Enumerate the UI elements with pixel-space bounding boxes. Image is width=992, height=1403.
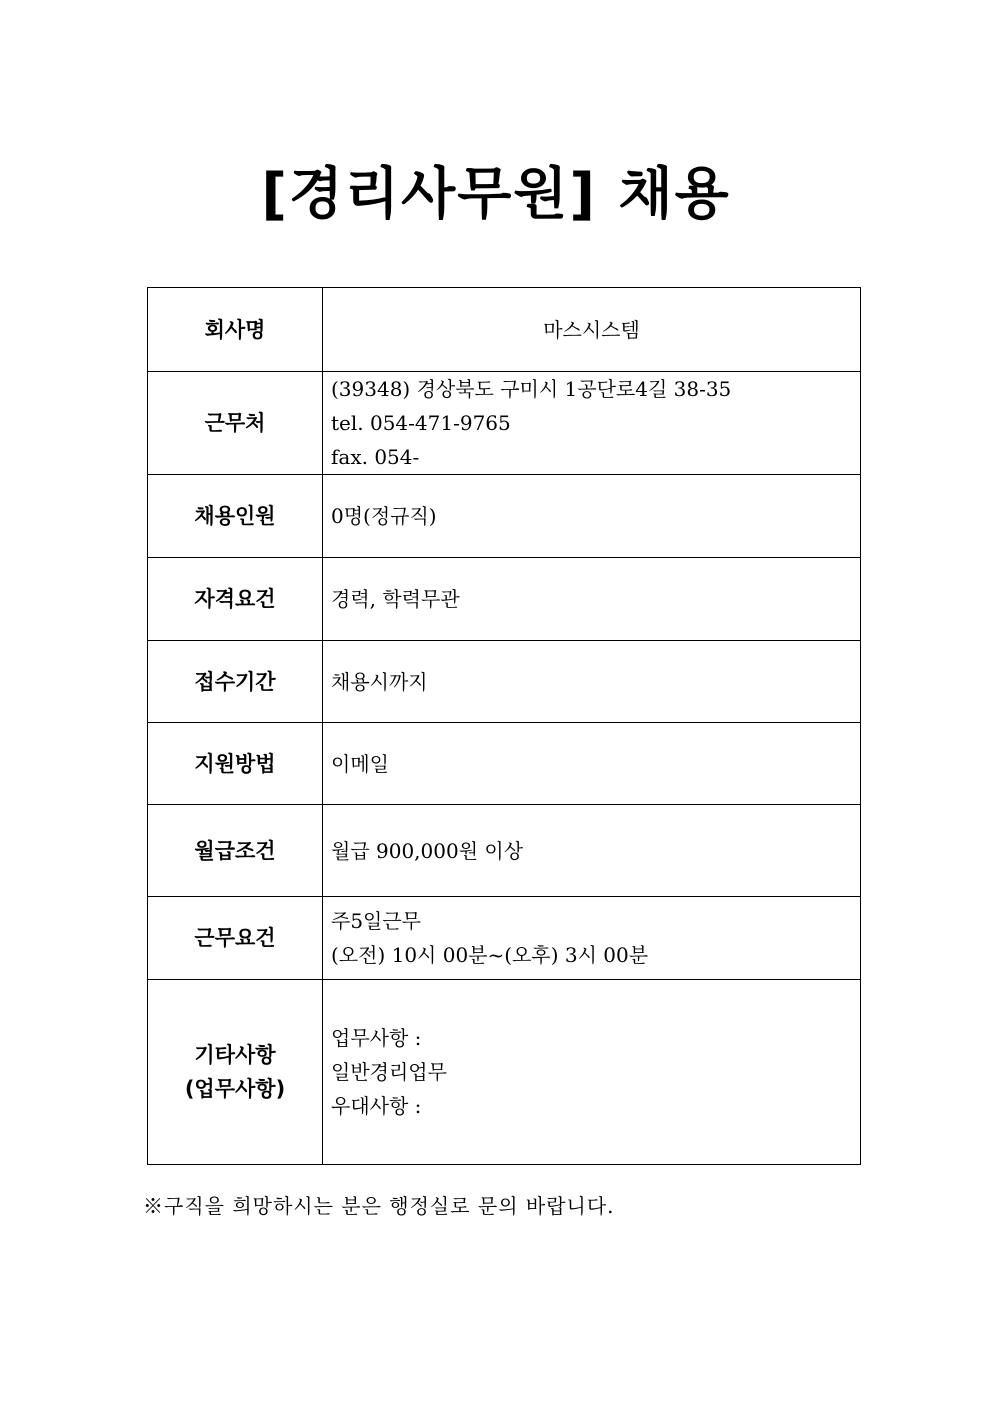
- etc-duties: 일반경리업무: [331, 1060, 447, 1084]
- table-row-hours: [148, 897, 861, 980]
- hours-label: 근무요건: [148, 897, 323, 980]
- workplace-address: (39348) 경상북도 구미시 1공단로4길 38-35: [331, 377, 732, 401]
- footer-note: ※구직을 희망하시는 분은 행정실로 문의 바랍니다.: [143, 1194, 615, 1218]
- table-row-salary: [148, 805, 861, 897]
- headcount-value: 0명(정규직): [323, 475, 861, 558]
- qualification-value: 경력, 학력무관: [323, 558, 861, 641]
- workplace-value: [323, 372, 861, 475]
- headcount-label: 채용인원: [148, 475, 323, 558]
- table-row-etc: [148, 980, 861, 1165]
- hours-value: [323, 897, 861, 980]
- page-title: [경리사무원] 채용: [261, 162, 731, 227]
- workplace-label: 근무처: [148, 372, 323, 475]
- workplace-tel: tel. 054-471-9765: [331, 411, 511, 435]
- qualification-label: 자격요건: [148, 558, 323, 641]
- etc-label: [148, 980, 323, 1165]
- table-row-method: [148, 723, 861, 805]
- method-label: 지원방법: [148, 723, 323, 805]
- table-row-workplace: [148, 372, 861, 475]
- hours-days: 주5일근무: [331, 909, 422, 933]
- table-row-company: [148, 288, 861, 372]
- etc-preferences-heading: 우대사항 :: [331, 1094, 422, 1118]
- etc-label-line2: (업무사항): [184, 1077, 286, 1101]
- job-info-table: [147, 287, 861, 1165]
- table-row-period: [148, 641, 861, 723]
- etc-value: [323, 980, 861, 1165]
- workplace-fax: fax. 054-: [331, 445, 420, 469]
- method-value: 이메일: [323, 723, 861, 805]
- company-label: 회사명: [148, 288, 323, 372]
- hours-time: (오전) 10시 00분~(오후) 3시 00분: [331, 943, 649, 967]
- salary-label: 월급조건: [148, 805, 323, 897]
- period-label: 접수기간: [148, 641, 323, 723]
- salary-value: 월급 900,000원 이상: [323, 805, 861, 897]
- etc-label-line1: 기타사항: [194, 1043, 276, 1067]
- etc-duties-heading: 업무사항 :: [331, 1026, 422, 1050]
- period-value: 채용시까지: [323, 641, 861, 723]
- table-row-qualification: [148, 558, 861, 641]
- table-row-headcount: [148, 475, 861, 558]
- company-value: 마스시스템: [323, 288, 861, 372]
